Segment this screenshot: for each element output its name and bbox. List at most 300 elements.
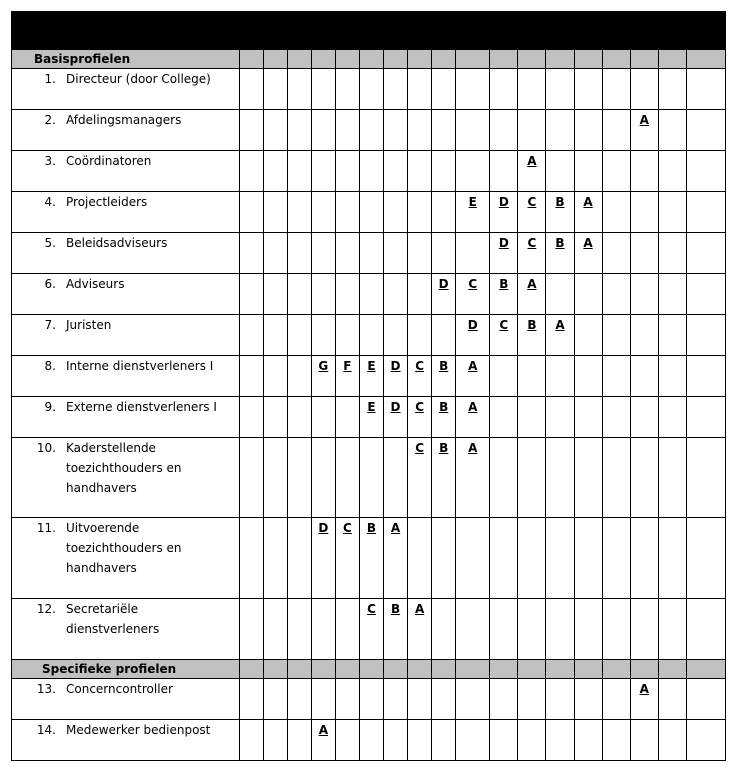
grade-cell: [263, 356, 287, 397]
scale-header-12: [574, 12, 602, 50]
grade-letter: D: [498, 195, 509, 209]
table-row: [12, 518, 726, 599]
grade-cell: [518, 720, 546, 761]
grade-cell: [239, 356, 263, 397]
profile-name: Kaderstellende toezichthouders en handhavers: [66, 441, 182, 495]
section-cell: [456, 660, 490, 679]
grade-cell: [518, 274, 546, 315]
profile-name: Interne dienstverleners I: [66, 359, 214, 373]
grade-cell: [311, 720, 335, 761]
grade-cell: [456, 151, 490, 192]
grade-cell: [574, 192, 602, 233]
profile-number: 4.: [44, 195, 56, 209]
grade-letter: A: [583, 236, 593, 250]
grade-cell: [546, 274, 574, 315]
grade-cell: [658, 599, 686, 660]
table-row: [12, 274, 726, 315]
scale-number: 10: [495, 12, 513, 26]
grade-cell: [456, 679, 490, 720]
grade-cell: [432, 110, 456, 151]
grade-cell: [359, 192, 383, 233]
grade-letter: A: [583, 195, 593, 209]
grade-letter: C: [468, 277, 478, 291]
grade-cell: [359, 720, 383, 761]
grade-cell: [335, 315, 359, 356]
profile-name: Uitvoerende toezichthouders en handhavers: [66, 521, 182, 575]
profile-number: 7.: [44, 318, 56, 332]
grade-cell: [686, 69, 725, 110]
grade-cell: [490, 69, 518, 110]
grade-letter: A: [555, 318, 565, 332]
grade-cell: [456, 69, 490, 110]
grade-cell: [546, 720, 574, 761]
grade-cell: [490, 192, 518, 233]
grade-cell: [408, 397, 432, 438]
scale-number: 1: [246, 12, 256, 26]
section-label: Specifieke profielen: [12, 660, 240, 679]
grade-cell: [546, 518, 574, 599]
section-cell: [630, 50, 658, 69]
grade-cell: [432, 679, 456, 720]
grade-cell: [602, 274, 630, 315]
section-cell: [408, 660, 432, 679]
grade-cell: [432, 397, 456, 438]
grade-cell: [602, 518, 630, 599]
grade-cell: [658, 151, 686, 192]
grade-cell: [630, 438, 658, 518]
grade-letter: B: [439, 441, 449, 455]
scale-header-16: [686, 12, 725, 50]
profile-label-cell: [12, 69, 240, 110]
section-cell: [239, 50, 263, 69]
table-row: [12, 69, 726, 110]
profile-label-cell: [12, 315, 240, 356]
grade-cell: [602, 438, 630, 518]
profile-name: Coördinatoren: [66, 154, 152, 168]
grade-cell: [686, 599, 725, 660]
grade-cell: [384, 679, 408, 720]
grade-cell: [432, 69, 456, 110]
profile-name: Externe dienstverleners I: [66, 400, 217, 414]
grade-letter: C: [367, 602, 376, 616]
grade-cell: [602, 69, 630, 110]
grade-cell: [456, 233, 490, 274]
grade-cell: [384, 438, 408, 518]
scale-number: 8: [415, 12, 424, 26]
scale-header-11: [518, 12, 546, 50]
grade-cell: [432, 438, 456, 518]
grade-letter: A: [468, 441, 478, 455]
profile-label-cell: [12, 397, 240, 438]
scale-header-2: [263, 12, 287, 50]
grade-cell: [574, 720, 602, 761]
grade-cell: [602, 315, 630, 356]
grade-cell: [574, 599, 602, 660]
grade-cell: [384, 518, 408, 599]
scale-number: 6: [367, 12, 376, 26]
grade-cell: [602, 192, 630, 233]
grade-letter: A: [390, 521, 401, 535]
grade-cell: [408, 192, 432, 233]
table-row: [12, 192, 726, 233]
table-row: [12, 315, 726, 356]
grade-letter: C: [343, 521, 352, 535]
scale-number: 10: [464, 12, 482, 26]
grade-cell: [686, 274, 725, 315]
grade-cell: [311, 599, 335, 660]
table-row: [12, 151, 726, 192]
grade-letter: B: [555, 236, 565, 250]
grade-cell: [384, 151, 408, 192]
grade-cell: [287, 518, 311, 599]
scale-header-11a: [546, 12, 574, 50]
grade-letter: G: [318, 359, 329, 373]
grade-cell: [408, 110, 432, 151]
grade-cell: [518, 518, 546, 599]
scale-number: 16: [697, 12, 715, 26]
grade-cell: [490, 599, 518, 660]
grade-letter: C: [415, 400, 424, 414]
grade-cell: [263, 679, 287, 720]
profile-label-cell: [12, 274, 240, 315]
grade-cell: [311, 274, 335, 315]
section-label: Basisprofielen: [12, 50, 240, 69]
scale-header-10: [456, 12, 490, 50]
grade-cell: [408, 438, 432, 518]
grade-cell: [432, 274, 456, 315]
grade-letter: A: [527, 277, 537, 291]
grade-cell: [408, 720, 432, 761]
grade-cell: [311, 69, 335, 110]
grade-cell: [311, 110, 335, 151]
profile-name: Concerncontroller: [66, 682, 173, 696]
grade-letter: C: [415, 441, 424, 455]
grade-letter: C: [527, 195, 537, 209]
section-cell: [490, 660, 518, 679]
section-cell: [658, 660, 686, 679]
grade-letter: A: [468, 359, 478, 373]
grade-cell: [311, 397, 335, 438]
grade-cell: [456, 397, 490, 438]
grade-cell: [359, 599, 383, 660]
grade-cell: [546, 110, 574, 151]
grade-cell: [518, 438, 546, 518]
grade-cell: [686, 720, 725, 761]
grade-cell: [311, 192, 335, 233]
grade-cell: [630, 151, 658, 192]
section-cell: [287, 50, 311, 69]
grade-cell: [686, 679, 725, 720]
grade-letter: C: [415, 359, 424, 373]
grade-cell: [490, 397, 518, 438]
grade-cell: [658, 192, 686, 233]
section-row: [12, 50, 726, 69]
grade-cell: [287, 599, 311, 660]
grade-cell: [408, 69, 432, 110]
grade-cell: [490, 315, 518, 356]
grade-cell: [408, 356, 432, 397]
grade-cell: [574, 233, 602, 274]
section-cell: [490, 50, 518, 69]
grade-cell: [287, 274, 311, 315]
grade-cell: [658, 356, 686, 397]
grade-cell: [408, 151, 432, 192]
grade-cell: [686, 397, 725, 438]
grade-cell: [630, 69, 658, 110]
grade-cell: [518, 69, 546, 110]
grade-cell: [518, 233, 546, 274]
grade-cell: [518, 356, 546, 397]
scale-header-8: [408, 12, 432, 50]
grade-cell: [239, 679, 263, 720]
grade-cell: [239, 518, 263, 599]
grade-cell: [432, 518, 456, 599]
grade-cell: [239, 192, 263, 233]
grade-cell: [490, 233, 518, 274]
grade-cell: [384, 110, 408, 151]
grade-cell: [287, 151, 311, 192]
grade-cell: [408, 679, 432, 720]
section-cell: [686, 660, 725, 679]
grade-cell: [602, 720, 630, 761]
table-row: [12, 599, 726, 660]
grade-cell: [546, 438, 574, 518]
profile-label-cell: [12, 599, 240, 660]
grade-cell: [602, 110, 630, 151]
profile-number: 6.: [44, 277, 56, 291]
section-cell: [602, 660, 630, 679]
scale-header-14: [630, 12, 658, 50]
grade-cell: [335, 274, 359, 315]
profile-number: 9.: [44, 400, 56, 414]
section-cell: [311, 660, 335, 679]
grade-cell: [311, 518, 335, 599]
section-cell: [408, 50, 432, 69]
grade-cell: [408, 599, 432, 660]
grade-cell: [686, 151, 725, 192]
grade-letter: A: [639, 682, 649, 696]
grade-cell: [574, 679, 602, 720]
grade-cell: [490, 438, 518, 518]
grade-letter: D: [498, 236, 509, 250]
grade-cell: [658, 438, 686, 518]
profile-number: 10.: [36, 441, 56, 455]
section-cell: [432, 50, 456, 69]
grade-cell: [658, 679, 686, 720]
scale-number: 3: [295, 12, 304, 26]
table-row: [12, 356, 726, 397]
grade-letter: A: [639, 113, 649, 127]
grade-cell: [239, 438, 263, 518]
grade-letter: E: [367, 359, 376, 373]
grade-cell: [518, 679, 546, 720]
grade-cell: [574, 518, 602, 599]
section-cell: [686, 50, 725, 69]
profile-label-cell: [12, 518, 240, 599]
grade-cell: [490, 679, 518, 720]
grade-cell: [456, 438, 490, 518]
header-row: [12, 12, 726, 50]
grade-cell: [630, 192, 658, 233]
grade-cell: [408, 274, 432, 315]
profile-number: 11.: [36, 521, 56, 535]
scale-header-4: [311, 12, 335, 50]
section-cell: [432, 660, 456, 679]
grade-cell: [239, 110, 263, 151]
grade-cell: [335, 518, 359, 599]
profile-name: Medewerker bedienpost: [66, 723, 211, 737]
grade-cell: [384, 720, 408, 761]
grade-cell: [384, 233, 408, 274]
section-cell: [287, 660, 311, 679]
grade-cell: [359, 397, 383, 438]
grade-cell: [630, 397, 658, 438]
scale-suffix: A: [499, 30, 508, 41]
grade-cell: [490, 518, 518, 599]
grade-cell: [602, 599, 630, 660]
grade-cell: [311, 438, 335, 518]
grade-cell: [335, 679, 359, 720]
scale-number: 11: [523, 12, 541, 26]
section-cell: [630, 660, 658, 679]
grade-cell: [359, 315, 383, 356]
grade-cell: [335, 397, 359, 438]
grade-letter: C: [499, 318, 509, 332]
grade-cell: [432, 192, 456, 233]
profile-label-cell: [12, 192, 240, 233]
grade-cell: [287, 315, 311, 356]
grade-letter: A: [527, 154, 537, 168]
profile-number: 13.: [36, 682, 56, 696]
grade-cell: [287, 192, 311, 233]
grade-cell: [456, 599, 490, 660]
grade-cell: [518, 151, 546, 192]
grade-cell: [432, 233, 456, 274]
grade-cell: [574, 110, 602, 151]
grade-cell: [311, 356, 335, 397]
section-cell: [602, 50, 630, 69]
scale-header-1: [239, 12, 263, 50]
scale-header-9: [432, 12, 456, 50]
grade-cell: [432, 599, 456, 660]
grade-cell: [408, 233, 432, 274]
grade-cell: [263, 151, 287, 192]
section-cell: [518, 50, 546, 69]
grade-cell: [287, 397, 311, 438]
grade-cell: [239, 315, 263, 356]
grade-letter: E: [468, 195, 477, 209]
scale-header-13: [602, 12, 630, 50]
table-row: [12, 438, 726, 518]
grade-cell: [686, 192, 725, 233]
grade-cell: [384, 397, 408, 438]
grade-cell: [658, 69, 686, 110]
grade-cell: [311, 151, 335, 192]
grade-cell: [384, 69, 408, 110]
grade-cell: [335, 438, 359, 518]
grade-cell: [490, 110, 518, 151]
grade-cell: [574, 438, 602, 518]
grade-cell: [335, 599, 359, 660]
grade-cell: [456, 274, 490, 315]
section-cell: [311, 50, 335, 69]
table-row: [12, 720, 726, 761]
table-row: [12, 110, 726, 151]
scale-number: 14: [635, 12, 653, 26]
grade-cell: [287, 110, 311, 151]
grade-cell: [263, 315, 287, 356]
section-cell: [335, 50, 359, 69]
section-cell: [384, 50, 408, 69]
table-row: [12, 233, 726, 274]
grade-cell: [686, 233, 725, 274]
grade-cell: [359, 69, 383, 110]
grade-letter: D: [438, 277, 449, 291]
scale-number: 2: [271, 12, 280, 26]
grade-cell: [456, 192, 490, 233]
grade-cell: [432, 151, 456, 192]
grade-cell: [490, 356, 518, 397]
scale-suffix: A: [556, 30, 564, 41]
section-cell: [574, 660, 602, 679]
grade-cell: [239, 397, 263, 438]
grade-cell: [630, 110, 658, 151]
grade-cell: [630, 599, 658, 660]
grade-cell: [335, 69, 359, 110]
grade-cell: [546, 679, 574, 720]
table-body: [12, 50, 726, 761]
profile-number: 5.: [44, 236, 56, 250]
grade-cell: [686, 110, 725, 151]
grade-cell: [239, 274, 263, 315]
scale-header-7: [384, 12, 408, 50]
grade-cell: [490, 720, 518, 761]
profile-name: Directeur (door College): [66, 72, 211, 86]
scale-header-15: [658, 12, 686, 50]
grade-cell: [359, 151, 383, 192]
section-cell: [658, 50, 686, 69]
grade-letter: A: [468, 400, 478, 414]
grade-cell: [456, 720, 490, 761]
grade-cell: [574, 69, 602, 110]
grade-cell: [384, 315, 408, 356]
scale-number: 4: [319, 12, 328, 26]
profile-number: 14.: [36, 723, 56, 737]
profile-number: 3.: [44, 154, 56, 168]
grade-letter: C: [527, 236, 537, 250]
grade-letter: B: [366, 521, 377, 535]
grade-cell: [518, 315, 546, 356]
grade-letter: D: [390, 359, 401, 373]
section-cell: [335, 660, 359, 679]
section-cell: [239, 660, 263, 679]
grade-cell: [335, 356, 359, 397]
grade-letter: A: [414, 602, 425, 616]
grade-cell: [518, 192, 546, 233]
salary-scale-table: [11, 11, 726, 761]
grade-cell: [432, 356, 456, 397]
grade-cell: [384, 274, 408, 315]
grade-cell: [384, 599, 408, 660]
section-cell: [359, 660, 383, 679]
grade-cell: [630, 679, 658, 720]
grade-cell: [335, 110, 359, 151]
grade-cell: [239, 69, 263, 110]
section-cell: [518, 660, 546, 679]
table-title: Functiefamilie / salarisschaal: [12, 12, 240, 50]
scale-number: 9: [439, 12, 448, 26]
profile-number: 8.: [44, 359, 56, 373]
